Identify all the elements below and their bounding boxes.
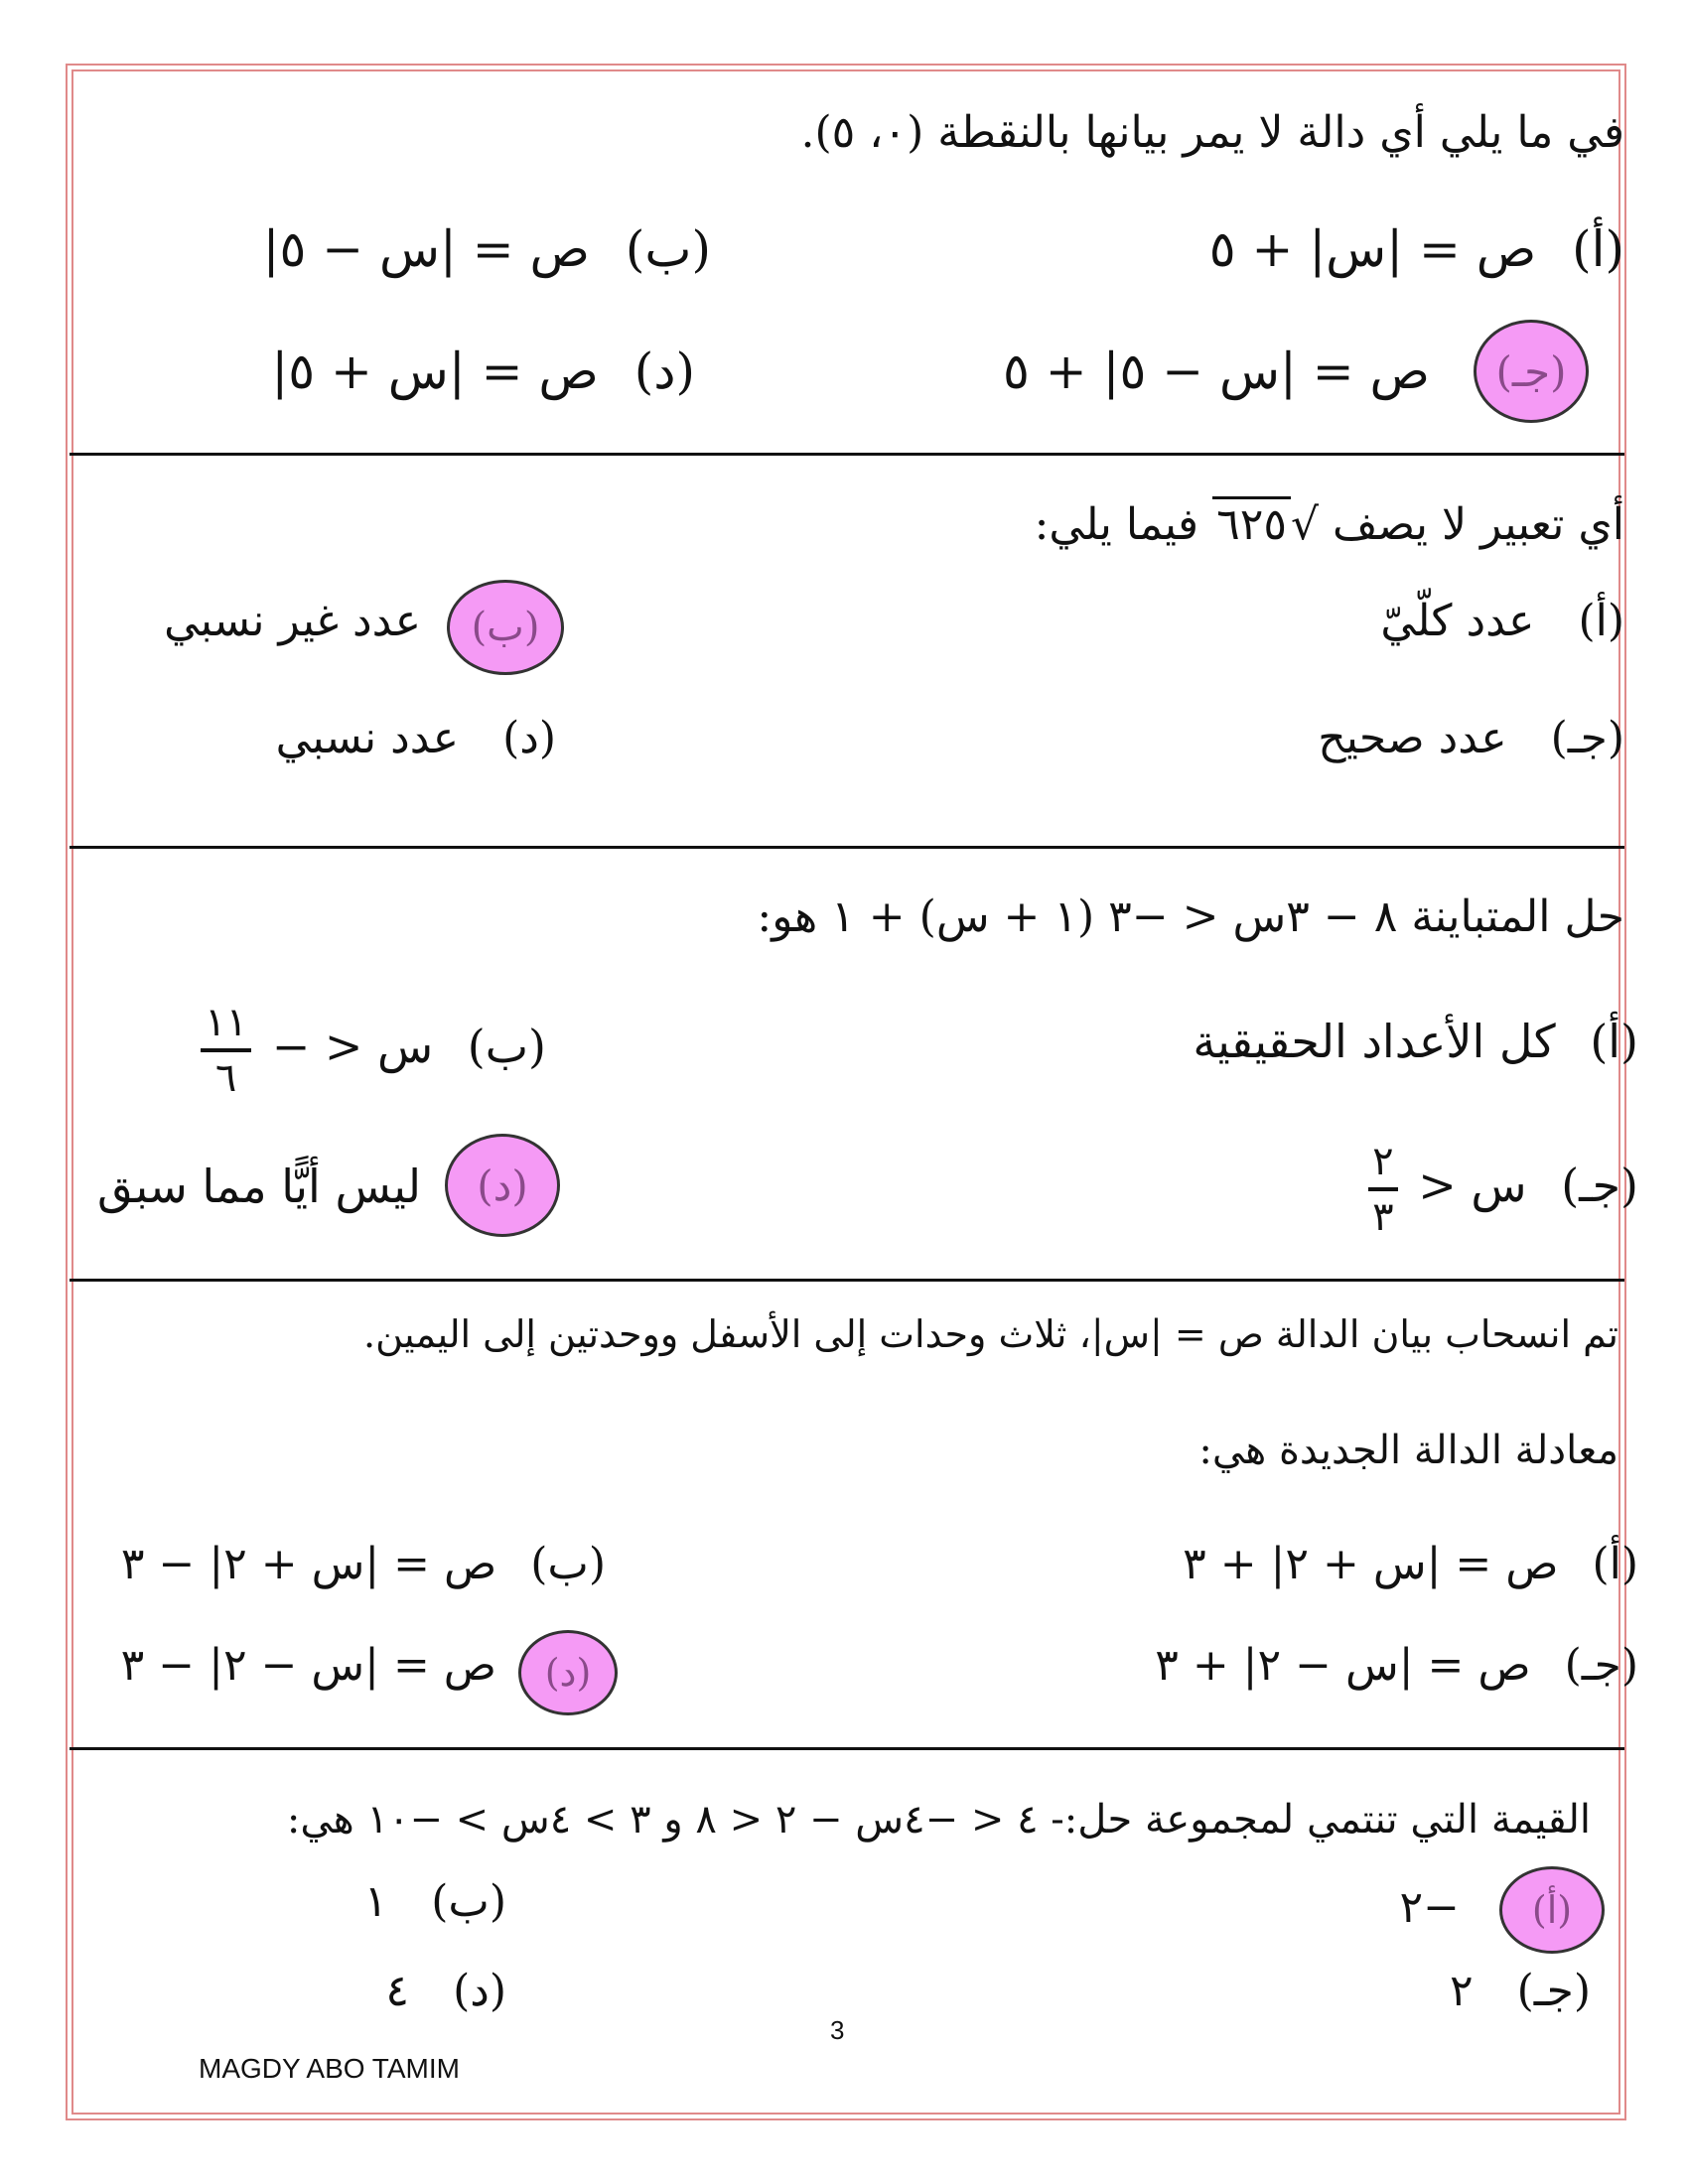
q3-d-answer-circle bbox=[445, 1134, 560, 1237]
q3-b-fraction bbox=[201, 1000, 251, 1101]
q5-a-answer-circle bbox=[1499, 1866, 1605, 1954]
q3-c-text: س < bbox=[1418, 1159, 1527, 1212]
separator-2 bbox=[70, 846, 1624, 849]
q5-a-text: −٢ bbox=[1399, 1882, 1460, 1933]
q4-a-letter: (أ) bbox=[1592, 1539, 1638, 1589]
q1-c-answer-circle bbox=[1474, 320, 1589, 423]
q2-question-after: فيما يلي: bbox=[1034, 499, 1199, 550]
q4-option-b bbox=[121, 1539, 606, 1589]
q1-d-text: ص = |س + ٥| bbox=[271, 342, 599, 400]
q2-option-a bbox=[1380, 596, 1624, 646]
separator-1 bbox=[70, 453, 1624, 456]
q5-question: القيمة التي تنتمي لمجموعة حل:- ٤ < −٤س − ٢ < ٨ و ٣ > ٤س > −١٠ هي: bbox=[286, 1797, 1591, 1843]
q2-option-d bbox=[276, 713, 556, 763]
q3-d-text: ليس أيًّا مما سبق bbox=[96, 1160, 421, 1213]
q1-d-letter: (د) bbox=[633, 342, 695, 400]
separator-3 bbox=[70, 1279, 1624, 1282]
q4-b-text: ص = |س + ٢| − ٣ bbox=[120, 1539, 497, 1589]
q3-c-denominator: ٣ bbox=[1372, 1194, 1394, 1240]
q2-radicand: ٦٢٥ bbox=[1212, 496, 1291, 550]
q4-b-letter: (ب) bbox=[530, 1539, 606, 1589]
q4-option-c bbox=[1155, 1640, 1638, 1691]
q1-b-letter: (ب) bbox=[625, 220, 711, 278]
q3-a-text: كل الأعداد الحقيقية bbox=[1193, 1015, 1556, 1068]
q3-b-denominator: ٦ bbox=[214, 1055, 237, 1101]
q2-question bbox=[1035, 496, 1624, 550]
q4-d-text: ص = |س − ٢| − ٣ bbox=[120, 1640, 496, 1691]
q2-b-answer-circle bbox=[447, 580, 564, 675]
q3-c-numerator: ٢ bbox=[1368, 1142, 1397, 1191]
q5-d-letter: (د) bbox=[453, 1966, 506, 2016]
q2-option-b bbox=[164, 596, 421, 646]
q3-c-letter: (جـ) bbox=[1561, 1159, 1638, 1212]
q1-option-a bbox=[1209, 220, 1624, 278]
q3-b-letter: (ب) bbox=[467, 1020, 546, 1073]
q3-d-letter: (د) bbox=[477, 1160, 528, 1210]
q4-c-letter: (جـ) bbox=[1564, 1640, 1638, 1691]
q2-c-letter: (جـ) bbox=[1550, 713, 1624, 763]
q1-question: في ما يلي أي دالة لا يمر بيانها بالنقطة (٠، ٥). bbox=[800, 107, 1624, 158]
separator-4 bbox=[70, 1747, 1624, 1750]
q5-option-d bbox=[385, 1966, 506, 2016]
q5-c-text: ٢ bbox=[1449, 1966, 1474, 2016]
q4-question-line2: معادلة الدالة الجديدة هي: bbox=[1198, 1428, 1618, 1473]
q5-c-letter: (جـ) bbox=[1516, 1966, 1591, 2016]
q2-a-text: عدد كلّيّ bbox=[1380, 596, 1535, 646]
q1-option-c bbox=[1003, 342, 1430, 400]
q2-c-text: عدد صحيح bbox=[1318, 713, 1507, 763]
q4-c-text: ص = |س − ٢| + ٣ bbox=[1155, 1640, 1531, 1691]
q2-b-letter: (ب) bbox=[471, 605, 540, 650]
q5-a-letter: (أ) bbox=[1531, 1888, 1573, 1932]
author-name: MAGDY ABO TAMIM bbox=[199, 2053, 460, 2084]
q1-c-text: ص = |س − ٥| + ٥ bbox=[1003, 342, 1430, 400]
q4-question-line1: تم انسحاب بيان الدالة ص = |س|، ثلاث وحدات إلى الأسفل ووحدتين إلى اليمين. bbox=[363, 1312, 1618, 1356]
q5-b-letter: (ب) bbox=[431, 1876, 506, 1927]
q1-a-letter: (أ) bbox=[1572, 220, 1624, 278]
q5-option-a bbox=[1399, 1882, 1460, 1933]
q3-option-b bbox=[195, 1000, 546, 1101]
q4-a-text: ص = |س + ٢| + ٣ bbox=[1183, 1539, 1559, 1589]
q3-option-c bbox=[1362, 1139, 1638, 1240]
q3-c-fraction bbox=[1368, 1139, 1397, 1240]
q1-a-text: ص = |س| + ٥ bbox=[1208, 220, 1537, 278]
q3-b-numerator: ١١ bbox=[201, 1003, 251, 1052]
q4-option-a bbox=[1183, 1539, 1638, 1589]
q2-b-text: عدد غير نسبي bbox=[164, 596, 421, 646]
q3-a-letter: (أ) bbox=[1590, 1015, 1638, 1068]
q2-question-before: أي تعبير لا يصف bbox=[1333, 499, 1624, 550]
q5-b-text: ١ bbox=[363, 1876, 388, 1927]
q1-c-letter: (جـ) bbox=[1495, 346, 1567, 396]
q1-option-d bbox=[271, 342, 695, 400]
q3-option-a bbox=[1193, 1015, 1638, 1068]
q2-d-text: عدد نسبي bbox=[275, 713, 460, 763]
q1-option-b bbox=[263, 220, 711, 278]
q2-option-c bbox=[1318, 713, 1624, 763]
q2-sqrt: √٦٢٥ bbox=[1212, 496, 1319, 550]
q5-option-b bbox=[364, 1876, 506, 1927]
q4-d-letter: (د) bbox=[544, 1651, 592, 1695]
q4-option-d bbox=[121, 1640, 496, 1691]
q3-option-d bbox=[97, 1160, 421, 1213]
q3-b-text: س < − bbox=[271, 1020, 434, 1073]
q5-d-text: ٤ bbox=[385, 1966, 410, 2016]
page-number: 3 bbox=[830, 2015, 845, 2045]
q5-option-c bbox=[1450, 1966, 1591, 2016]
q1-b-text: ص = |س − ٥| bbox=[262, 220, 590, 278]
q3-question: حل المتباينة ٨ − ٣س < −٣ (١ + س) + ١ هو: bbox=[757, 891, 1624, 942]
q2-d-letter: (د) bbox=[502, 713, 556, 763]
q4-d-answer-circle bbox=[518, 1630, 618, 1715]
q2-a-letter: (أ) bbox=[1578, 596, 1624, 646]
